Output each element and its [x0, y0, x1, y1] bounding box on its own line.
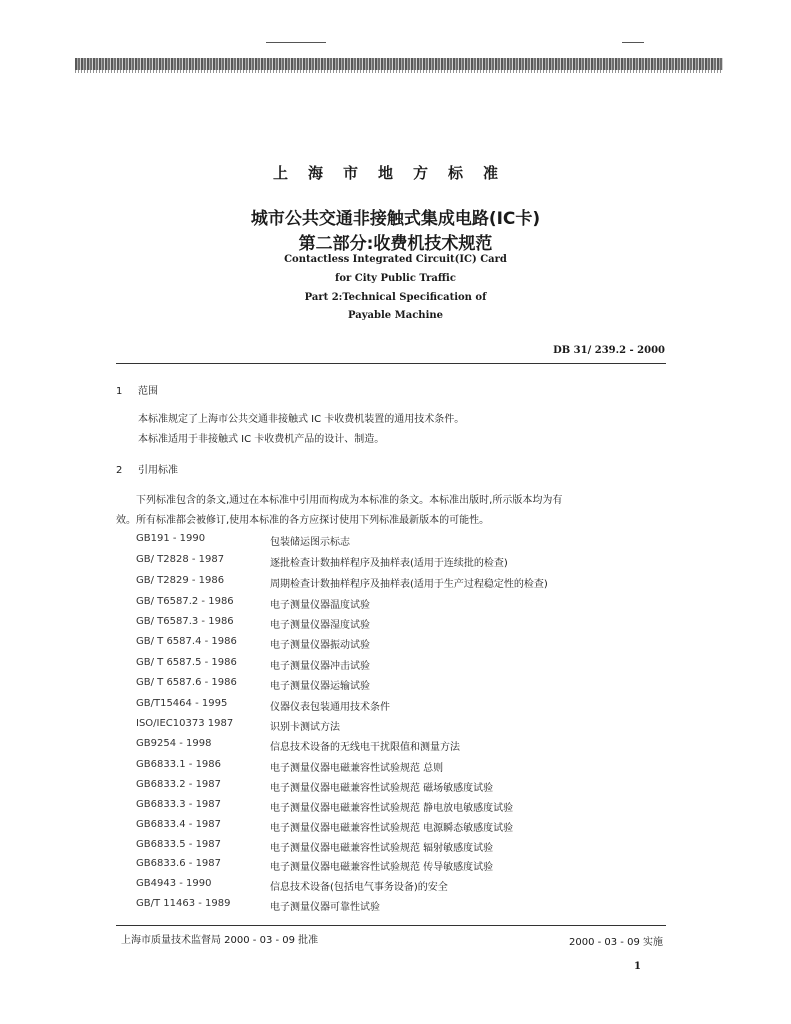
reference-code: GB6833.2 - 1987 — [136, 779, 222, 790]
reference-title: 电子测量仪器振动试验 — [270, 640, 370, 651]
scan-tick-mark — [266, 42, 326, 43]
reference-title: 信息技术设备(包括电气事务设备)的安全 — [270, 882, 448, 893]
reference-title: 逐批检查计数抽样程序及抽样表(适用于连续批的检查) — [270, 558, 508, 569]
reference-code: GB/ T6587.2 - 1986 — [136, 596, 234, 607]
title-en-line1: Contactless Integrated Circuit(IC) Card — [284, 254, 507, 265]
section-2-para-line2: 效。所有标准都会被修订,使用本标准的各方应探讨使用下列标准最新版本的可能性。 — [116, 515, 490, 526]
footer-issued: 上海市质量技术监督局 2000 - 03 - 09 批准 — [121, 935, 319, 946]
reference-title: 电子测量仪器电磁兼容性试验规范 辐射敏感度试验 — [270, 843, 494, 854]
footer-rule — [116, 925, 666, 926]
reference-code: GB6833.6 - 1987 — [136, 858, 222, 869]
scan-tick-mark — [622, 42, 644, 43]
reference-code: GB/T 11463 - 1989 — [136, 898, 231, 909]
reference-title: 电子测量仪器电磁兼容性试验规范 传导敏感度试验 — [270, 862, 494, 873]
header-rule — [116, 363, 666, 364]
title-en-line3: Part 2:Technical Specification of — [304, 292, 487, 303]
reference-title: 电子测量仪器电磁兼容性试验规范 电源瞬态敏感度试验 — [270, 823, 514, 834]
reference-code: GB191 - 1990 — [136, 533, 206, 544]
section-2-heading — [116, 461, 178, 476]
reference-title: 电子测量仪器电磁兼容性试验规范 总则 — [270, 763, 444, 774]
section-2-para-line1: 下列标准包含的条文,通过在本标准中引用而构成为本标准的条文。本标准出版时,所示版本均为有 — [136, 495, 563, 506]
reference-title: 仪器仪表包装通用技术条件 — [270, 702, 390, 713]
reference-code: GB/T15464 - 1995 — [136, 698, 228, 709]
reference-title: 电子测量仪器电磁兼容性试验规范 静电放电敏感度试验 — [270, 803, 514, 814]
reference-title: 电子测量仪器运输试验 — [270, 681, 370, 692]
reference-code: GB9254 - 1998 — [136, 738, 212, 749]
reference-title: 电子测量仪器温度试验 — [270, 600, 370, 611]
reference-code: GB/ T2828 - 1987 — [136, 554, 225, 565]
reference-title: 识别卡测试方法 — [270, 722, 340, 733]
section-1-number: 1 — [116, 386, 123, 397]
reference-code: ISO/IEC10373 1987 — [136, 718, 234, 729]
reference-code: GB6833.3 - 1987 — [136, 799, 222, 810]
title-en-line2: for City Public Traffic — [335, 273, 456, 284]
reference-code: GB/ T 6587.4 - 1986 — [136, 636, 237, 647]
title-cn-line1: 城市公共交通非接触式集成电路(IC卡) — [250, 209, 541, 229]
section-1-title: 范围 — [138, 386, 158, 397]
scan-noise-band-lower — [75, 70, 723, 73]
section-1-para2: 本标准适用于非接触式 IC 卡收费机产品的设计、制造。 — [138, 434, 385, 445]
reference-title: 电子测量仪器湿度试验 — [270, 620, 370, 631]
scan-noise-band — [75, 58, 723, 70]
reference-code: GB6833.5 - 1987 — [136, 839, 222, 850]
reference-code: GB4943 - 1990 — [136, 878, 212, 889]
reference-code: GB6833.1 - 1986 — [136, 759, 222, 770]
reference-code: GB/ T 6587.6 - 1986 — [136, 677, 237, 688]
footer-effective: 2000 - 03 - 09 实施 — [568, 937, 663, 948]
reference-code: GB/ T2829 - 1986 — [136, 575, 225, 586]
title-en-line4: Payable Machine — [348, 310, 443, 321]
reference-title: 电子测量仪器电磁兼容性试验规范 磁场敏感度试验 — [270, 783, 494, 794]
page-number: 1 — [634, 961, 641, 972]
section-1-heading — [116, 382, 158, 397]
standard-type: 上海市地方标准 — [272, 164, 518, 182]
section-2-number: 2 — [116, 465, 123, 476]
reference-code: GB/ T6587.3 - 1986 — [136, 616, 234, 627]
section-2-title: 引用标准 — [138, 465, 178, 476]
reference-title: 周期检查计数抽样程序及抽样表(适用于生产过程稳定性的检查) — [270, 579, 548, 590]
title-cn-line2: 第二部分:收费机技术规范 — [298, 234, 493, 254]
reference-title: 电子测量仪器冲击试验 — [270, 661, 370, 672]
doc-number: DB 31/ 239.2 - 2000 — [553, 345, 665, 356]
reference-title: 电子测量仪器可靠性试验 — [270, 902, 380, 913]
reference-code: GB/ T 6587.5 - 1986 — [136, 657, 237, 668]
reference-title: 信息技术设备的无线电干扰限值和测量方法 — [270, 742, 460, 753]
section-1-para1: 本标准规定了上海市公共交通非接触式 IC 卡收费机装置的通用技术条件。 — [138, 414, 465, 425]
reference-title: 包装储运图示标志 — [270, 537, 350, 548]
reference-code: GB6833.4 - 1987 — [136, 819, 222, 830]
